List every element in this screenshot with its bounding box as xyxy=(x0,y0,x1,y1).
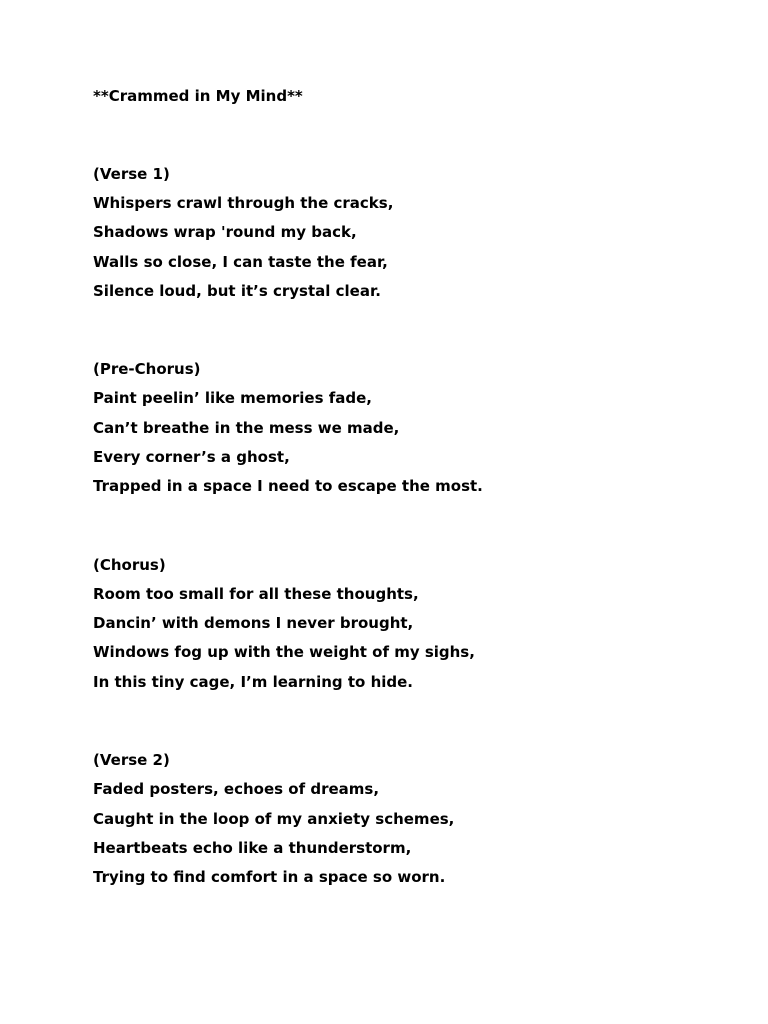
lyric-line: Can’t breathe in the mess we made, xyxy=(93,419,400,437)
lyric-line: Paint peelin’ like memories fade, xyxy=(93,389,373,407)
lyric-line: Walls so close, I can taste the fear, xyxy=(93,253,388,271)
document-title: **Crammed in My Mind** xyxy=(93,87,303,105)
lyric-line: Trying to find comfort in a space so worn. xyxy=(93,868,446,886)
lyric-line: Heartbeats echo like a thunderstorm, xyxy=(93,839,412,857)
section-heading: (Chorus) xyxy=(93,556,166,574)
lyric-line: Trapped in a space I need to escape the most. xyxy=(93,477,483,495)
lyric-line: In this tiny cage, I’m learning to hide. xyxy=(93,673,414,691)
lyric-line: Caught in the loop of my anxiety schemes, xyxy=(93,810,455,828)
section-heading: (Verse 1) xyxy=(93,165,170,183)
lyric-line: Whispers crawl through the cracks, xyxy=(93,194,394,212)
lyric-line: Every corner’s a ghost, xyxy=(93,448,290,466)
lyric-line: Shadows wrap 'round my back, xyxy=(93,223,357,241)
lyric-line: Windows fog up with the weight of my sighs, xyxy=(93,643,475,661)
lyric-line: Dancin’ with demons I never brought, xyxy=(93,614,414,632)
lyric-line: Silence loud, but it’s crystal clear. xyxy=(93,282,381,300)
section-heading: (Verse 2) xyxy=(93,751,170,769)
lyric-line: Room too small for all these thoughts, xyxy=(93,585,419,603)
section-heading: (Pre-Chorus) xyxy=(93,360,201,378)
lyric-line: Faded posters, echoes of dreams, xyxy=(93,780,380,798)
